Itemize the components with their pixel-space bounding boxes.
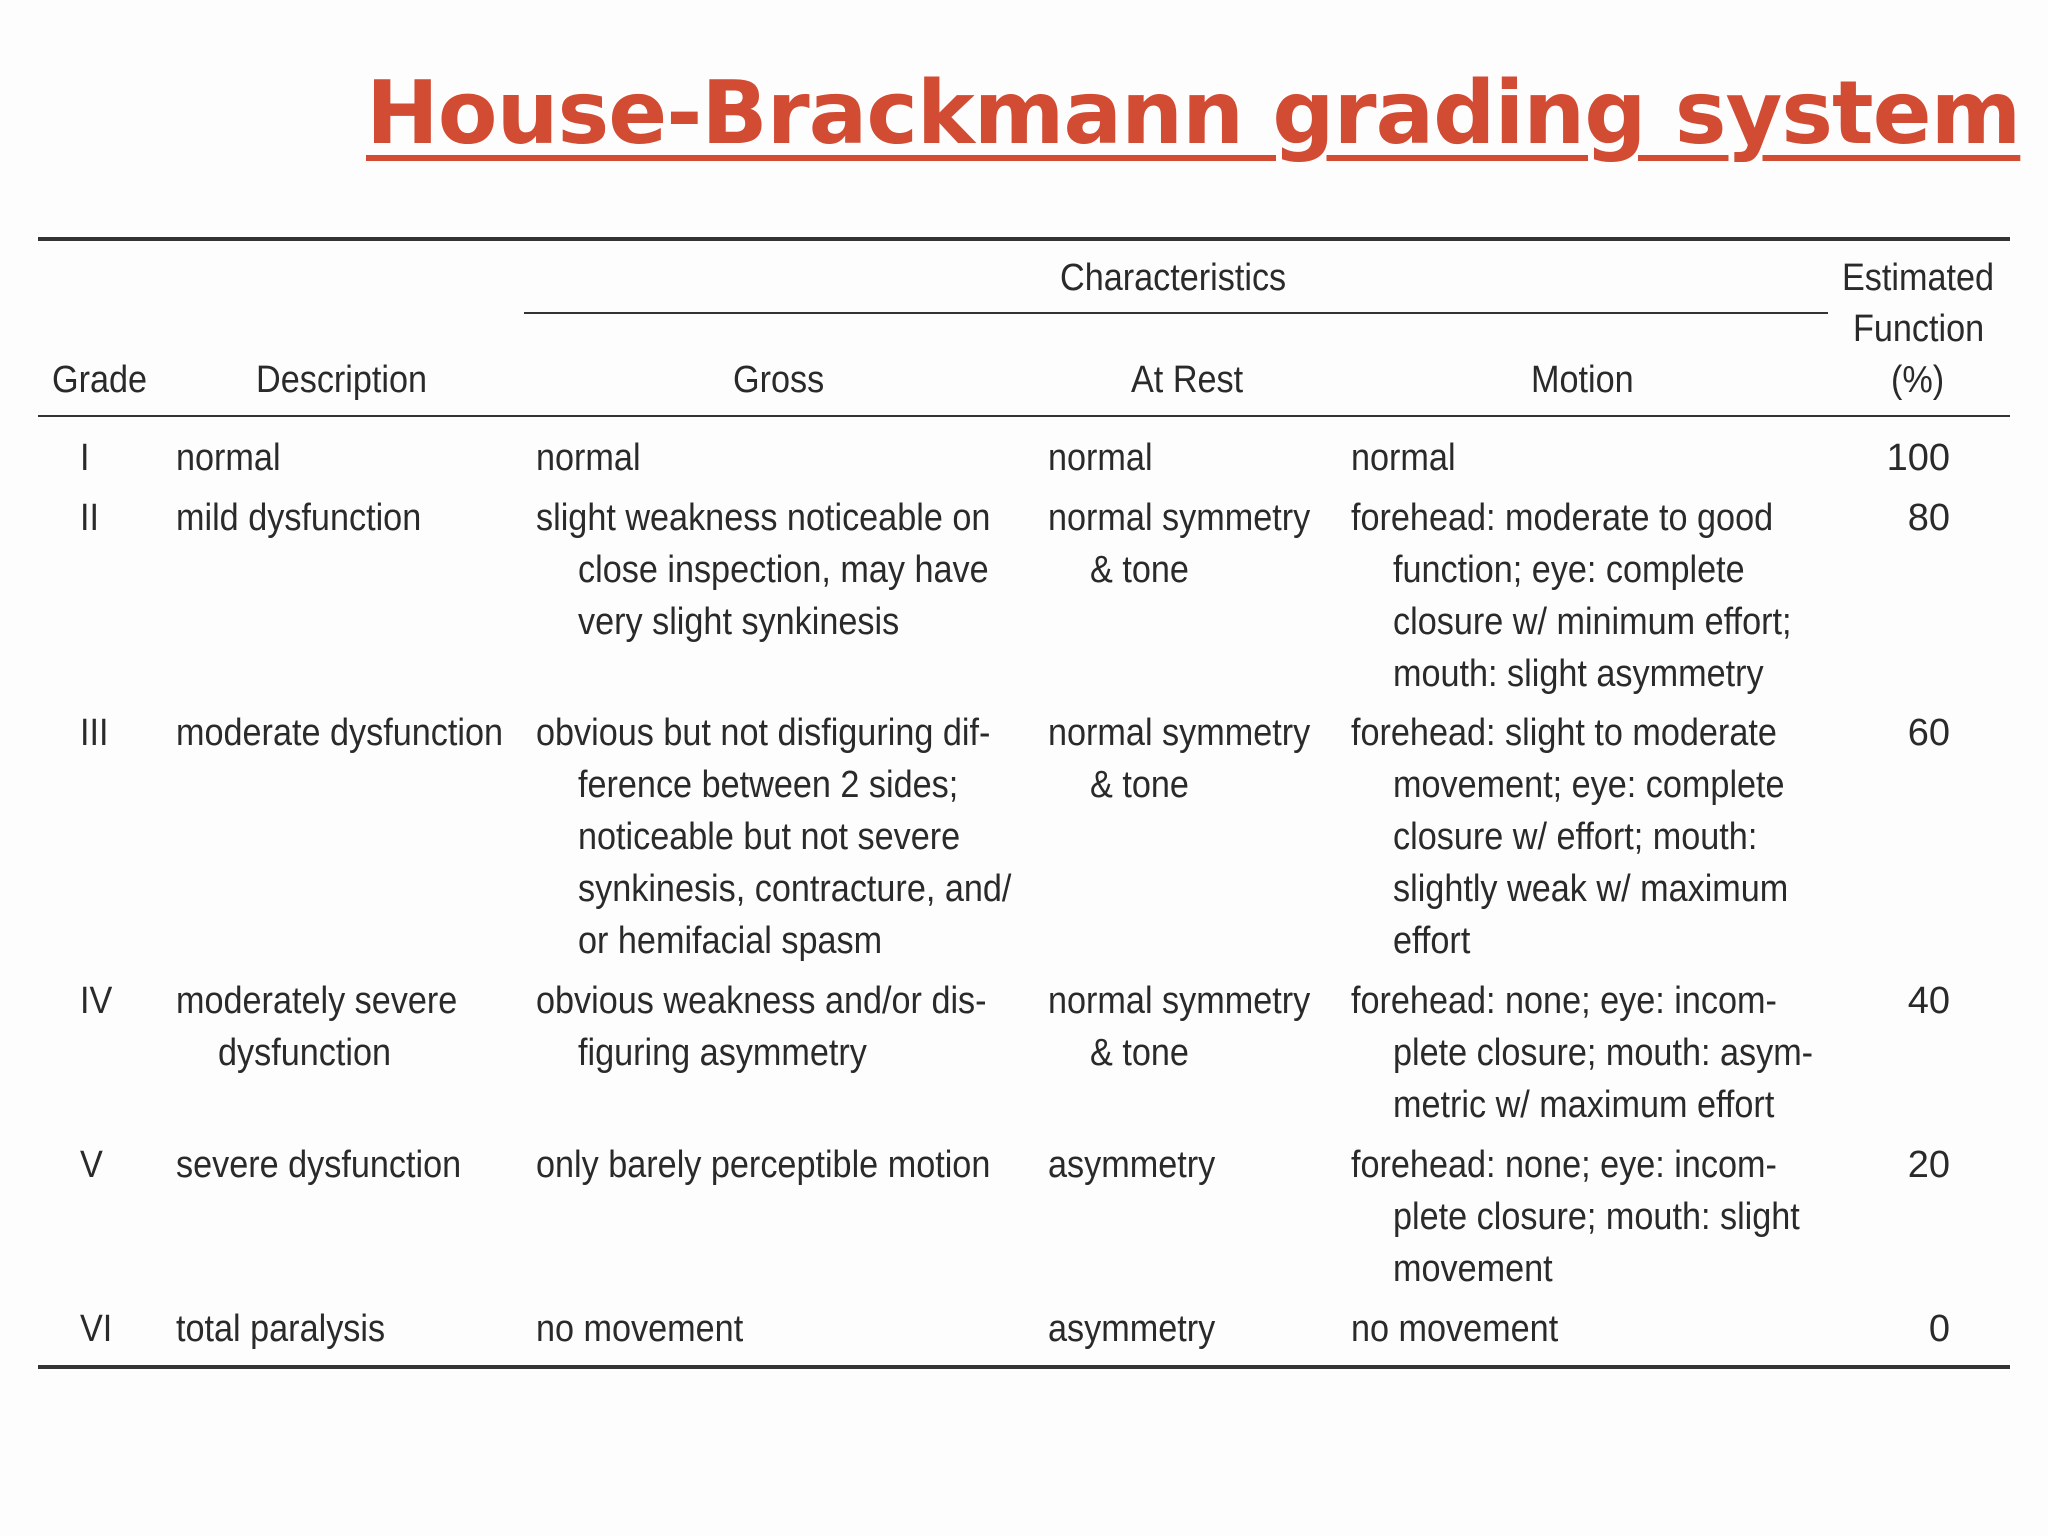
motion-cell: movement; eye: complete (1393, 764, 1785, 806)
at-rest-cell: & tone (1090, 1032, 1189, 1074)
header-bottom-rule (38, 415, 2010, 417)
motion-cell: normal (1351, 437, 1456, 479)
gross-cell: ference between 2 sides; (578, 764, 959, 806)
at-rest-cell: & tone (1090, 764, 1189, 806)
gross-cell: very slight synkinesis (578, 601, 900, 643)
function-cell: 40 (1907, 980, 1950, 1022)
motion-cell: movement (1393, 1248, 1553, 1290)
gross-cell: close inspection, may have (578, 549, 989, 591)
characteristics-rule (524, 312, 1828, 314)
motion-cell: no movement (1351, 1308, 1559, 1350)
motion-cell: plete closure; mouth: asym- (1393, 1032, 1814, 1074)
gross-cell: synkinesis, contracture, and/ (578, 868, 1012, 910)
function-cell: 100 (1886, 437, 1950, 479)
header-description: Description (256, 359, 428, 401)
header-at-rest: At Rest (1131, 359, 1244, 401)
header-characteristics: Characteristics (1060, 257, 1287, 299)
motion-cell: forehead: none; eye: incom- (1351, 1144, 1777, 1186)
at-rest-cell: asymmetry (1048, 1144, 1216, 1186)
header-percent: (%) (1891, 359, 1945, 401)
description-cell: normal (176, 437, 281, 479)
motion-cell: effort (1393, 920, 1471, 962)
gross-cell: no movement (536, 1308, 744, 1350)
at-rest-cell: normal symmetry (1048, 980, 1311, 1022)
motion-cell: metric w/ maximum effort (1393, 1084, 1775, 1126)
header-function: Function (1853, 308, 1985, 350)
gross-cell: figuring asymmetry (578, 1032, 867, 1074)
header-gross: Gross (733, 359, 825, 401)
header-motion: Motion (1531, 359, 1634, 401)
motion-cell: slightly weak w/ maximum (1393, 868, 1789, 910)
gross-cell: obvious weakness and/or dis- (536, 980, 987, 1022)
description-cell: moderate dysfunction (176, 712, 503, 754)
motion-cell: forehead: moderate to good (1351, 497, 1774, 539)
motion-cell: forehead: slight to moderate (1351, 712, 1777, 754)
grade-cell: VI (80, 1308, 113, 1350)
table-top-rule (38, 237, 2010, 241)
gross-cell: obvious but not disfiguring dif- (536, 712, 991, 754)
at-rest-cell: normal symmetry (1048, 712, 1311, 754)
gross-cell: only barely perceptible motion (536, 1144, 991, 1186)
description-cell: severe dysfunction (176, 1144, 462, 1186)
grade-cell: II (80, 497, 100, 539)
function-cell: 20 (1907, 1144, 1950, 1186)
description-cell: mild dysfunction (176, 497, 422, 539)
header-estimated: Estimated (1842, 257, 1995, 299)
motion-cell: closure w/ effort; mouth: (1393, 816, 1758, 858)
description-cell: dysfunction (218, 1032, 392, 1074)
grade-cell: IV (80, 980, 113, 1022)
gross-cell: or hemifacial spasm (578, 920, 883, 962)
description-cell: moderately severe (176, 980, 458, 1022)
at-rest-cell: asymmetry (1048, 1308, 1216, 1350)
gross-cell: noticeable but not severe (578, 816, 961, 858)
motion-cell: function; eye: complete (1393, 549, 1745, 591)
description-cell: total paralysis (176, 1308, 386, 1350)
motion-cell: plete closure; mouth: slight (1393, 1196, 1800, 1238)
at-rest-cell: & tone (1090, 549, 1189, 591)
gross-cell: normal (536, 437, 641, 479)
grade-cell: I (80, 437, 90, 479)
motion-cell: mouth: slight asymmetry (1393, 653, 1764, 695)
grade-cell: V (80, 1144, 103, 1186)
motion-cell: forehead: none; eye: incom- (1351, 980, 1777, 1022)
function-cell: 80 (1907, 497, 1950, 539)
function-cell: 0 (1928, 1308, 1950, 1350)
grade-cell: III (80, 712, 109, 754)
at-rest-cell: normal (1048, 437, 1153, 479)
motion-cell: closure w/ minimum effort; (1393, 601, 1792, 643)
page-title: House-Brackmann grading system (366, 62, 2021, 164)
table-bottom-rule (38, 1365, 2010, 1369)
header-grade: Grade (52, 359, 148, 401)
gross-cell: slight weakness noticeable on (536, 497, 991, 539)
at-rest-cell: normal symmetry (1048, 497, 1311, 539)
function-cell: 60 (1907, 712, 1950, 754)
